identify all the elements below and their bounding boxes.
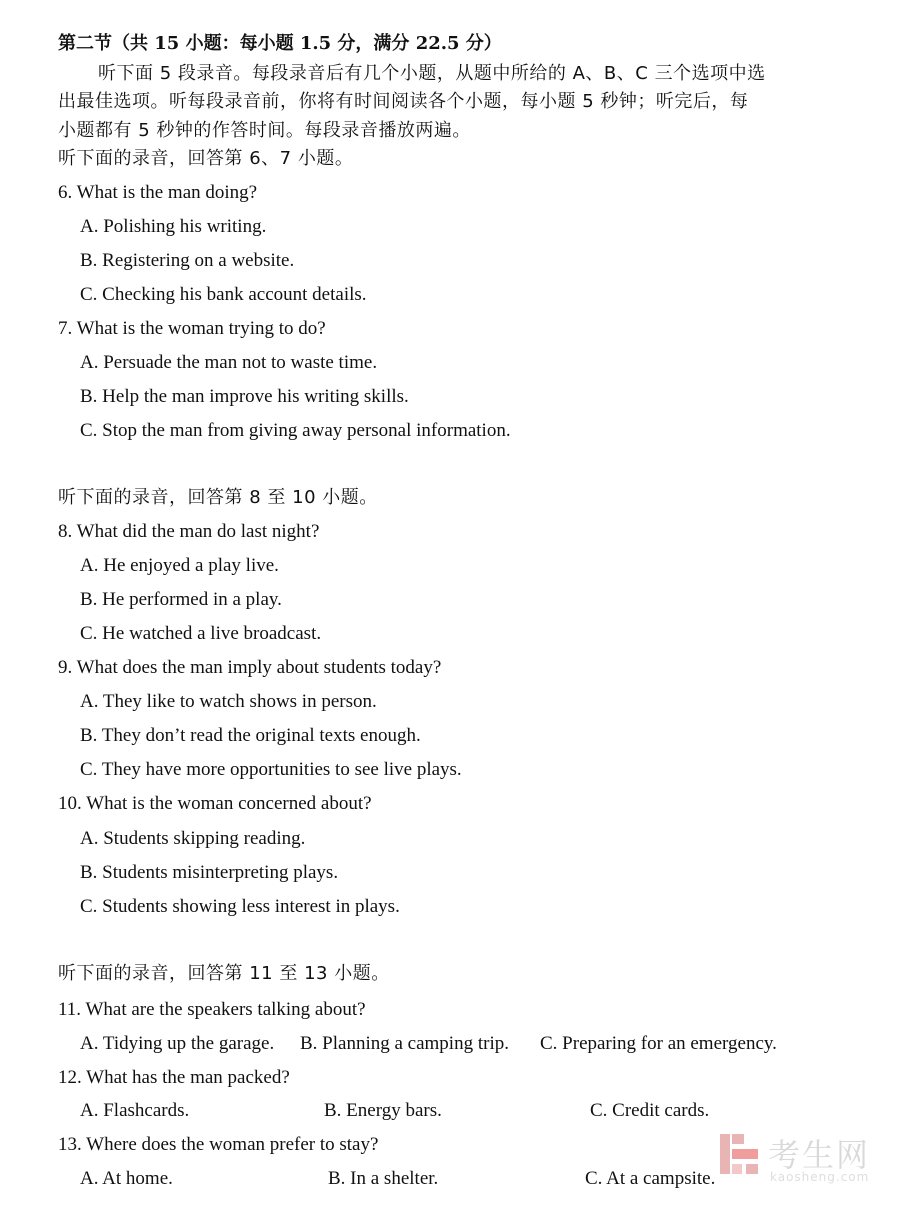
answer-option: C. Preparing for an emergency.	[540, 1033, 777, 1054]
group-intro: 听下面的录音，回答第 8 至 10 小题。	[58, 487, 378, 508]
answer-option: A. He enjoyed a play live.	[80, 555, 279, 576]
answer-option: C. At a campsite.	[585, 1168, 716, 1189]
answer-option: B. Registering on a website.	[80, 250, 295, 271]
answer-option: B. In a shelter.	[328, 1168, 439, 1189]
answer-option: B. Help the man improve his writing skills.	[80, 386, 409, 407]
instructions-line-1: 听下面 5 段录音。每段录音后有几个小题，从题中所给的 A、B、C 三个选项中选	[98, 63, 766, 84]
answer-option: C. Checking his bank account details.	[80, 284, 367, 305]
watermark-subtext: kaosheng.com	[770, 1170, 870, 1184]
answer-option: C. They have more opportunities to see live plays.	[80, 759, 462, 780]
question-stem: 12. What has the man packed?	[58, 1067, 290, 1088]
answer-option: A. Students skipping reading.	[80, 828, 306, 849]
question-stem: 7. What is the woman trying to do?	[58, 318, 326, 339]
question-stem: 9. What does the man imply about students today?	[58, 657, 442, 678]
instructions-line-3: 小题都有 5 秒钟的作答时间。每段录音播放两遍。	[58, 120, 471, 141]
question-stem: 13. Where does the woman prefer to stay?	[58, 1134, 379, 1155]
question-stem: 10. What is the woman concerned about?	[58, 793, 372, 814]
answer-option: B. Students misinterpreting plays.	[80, 862, 339, 883]
section-heading: 第二节（共 15 小题：每小题 1.5 分，满分 22.5 分）	[58, 33, 502, 54]
answer-option: A. Flashcards.	[80, 1100, 190, 1121]
watermark	[718, 1130, 888, 1190]
answer-option: B. He performed in a play.	[80, 589, 282, 610]
answer-option: A. They like to watch shows in person.	[80, 691, 377, 712]
answer-option: C. He watched a live broadcast.	[80, 623, 322, 644]
answer-option: B. They don’t read the original texts enough.	[80, 725, 421, 746]
answer-option: B. Energy bars.	[324, 1100, 442, 1121]
watermark-logo-icon	[718, 1132, 760, 1176]
watermark-text: 考生网	[768, 1136, 871, 1174]
answer-option: C. Stop the man from giving away personal information.	[80, 420, 511, 441]
question-stem: 11. What are the speakers talking about?	[58, 999, 366, 1020]
question-stem: 8. What did the man do last night?	[58, 521, 320, 542]
answer-option: C. Students showing less interest in plays.	[80, 896, 400, 917]
answer-option: A. At home.	[80, 1168, 173, 1189]
answer-option: A. Persuade the man not to waste time.	[80, 352, 378, 373]
answer-option: C. Credit cards.	[590, 1100, 710, 1121]
answer-option: A. Tidying up the garage.	[80, 1033, 275, 1054]
group-intro: 听下面的录音，回答第 6、7 小题。	[58, 148, 354, 169]
group-intro: 听下面的录音，回答第 11 至 13 小题。	[58, 963, 390, 984]
question-stem: 6. What is the man doing?	[58, 182, 258, 203]
answer-option: B. Planning a camping trip.	[300, 1033, 509, 1054]
instructions-line-2: 出最佳选项。听每段录音前，你将有时间阅读各个小题，每小题 5 秒钟；听完后，每	[58, 91, 749, 112]
answer-option: A. Polishing his writing.	[80, 216, 267, 237]
